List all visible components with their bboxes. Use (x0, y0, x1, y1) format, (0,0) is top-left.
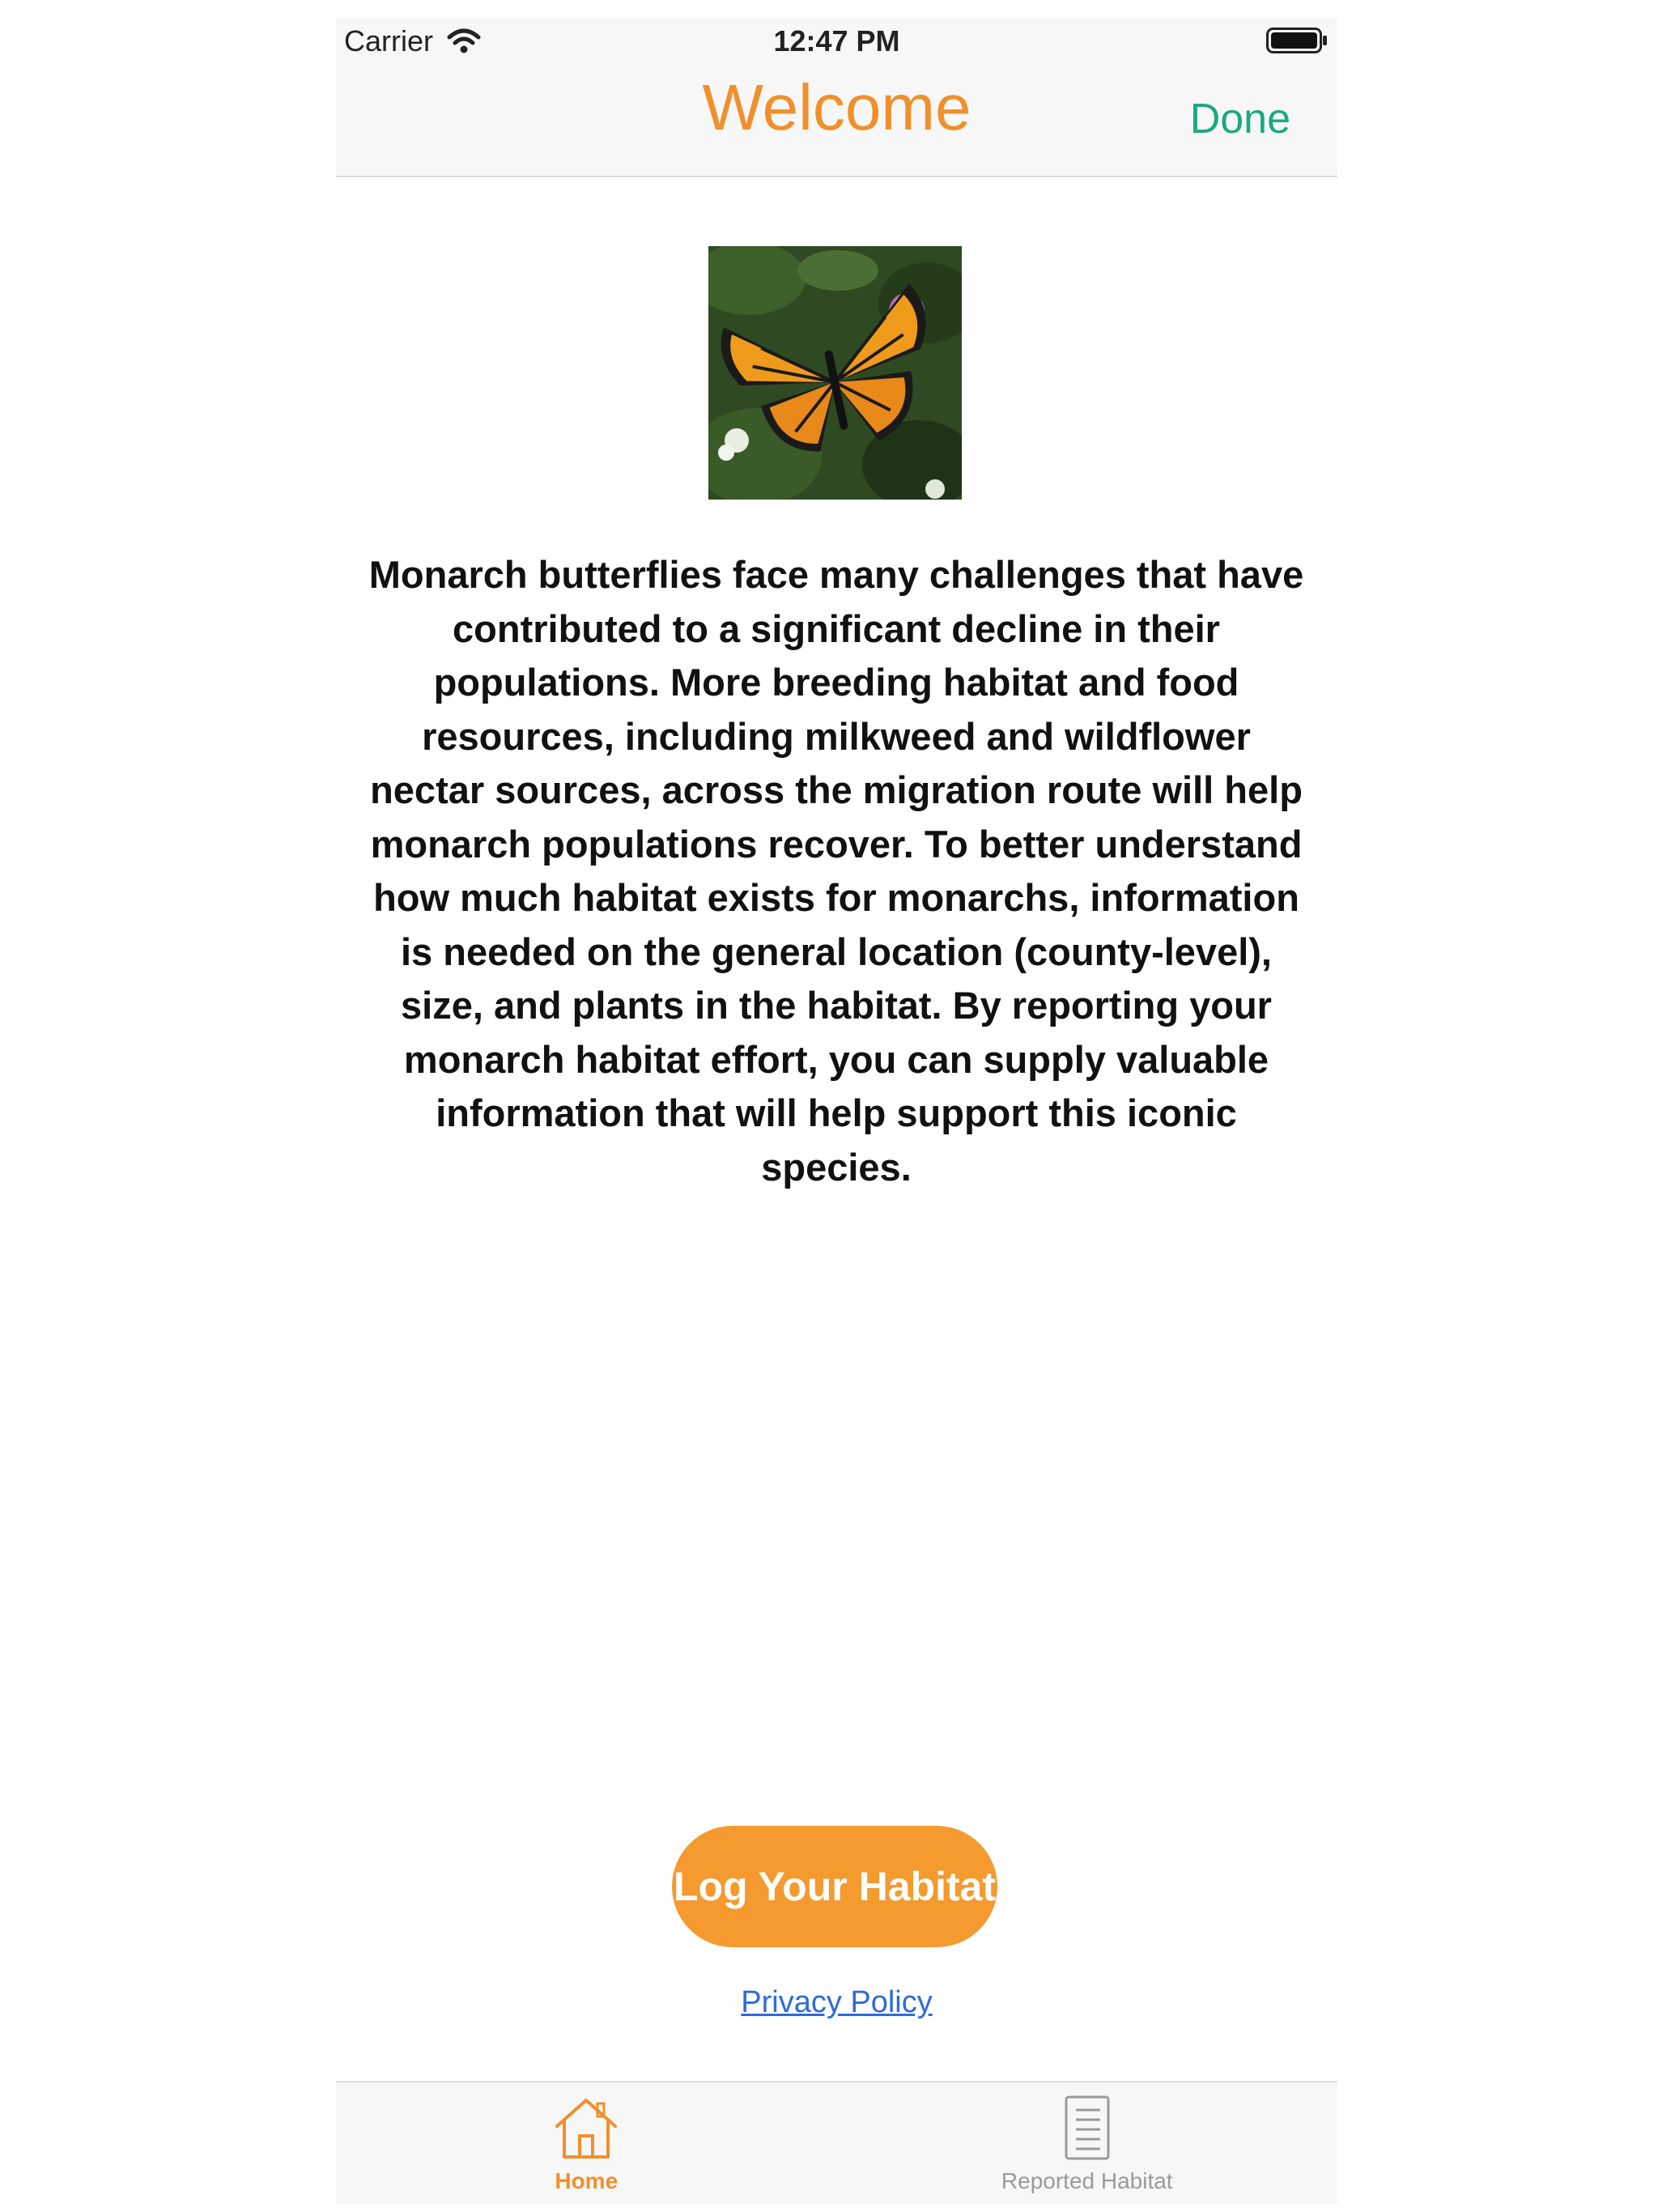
log-your-habitat-button[interactable]: Log Your Habitat (672, 1826, 997, 1947)
status-time: 12:47 PM (773, 24, 900, 57)
tab-home[interactable] (336, 2082, 837, 2204)
battery-icon (1266, 28, 1328, 53)
done-button[interactable]: Done (1189, 96, 1290, 143)
page-title: Welcome (702, 71, 971, 143)
tab-reported-habitat[interactable] (837, 2082, 1338, 2204)
tab-reported-habitat-label: Reported Habitat (1001, 2168, 1173, 2193)
intro-text: Monarch butterflies face many challenges that have contributed to a significant decline in their populations. More breeding habitat and food resources, including milkweed and wildflower nectar sources, across the migration route will help monarch populations recover. To better understand how much habitat exists for monarchs, information is needed on the general location (county-level), size, and plants in the habitat. By reporting your monarch habitat effort, you can supply valuable information that will help support this iconic species. (368, 553, 1304, 1189)
tab-home-label: Home (555, 2168, 619, 2193)
tab-bar (336, 2081, 1337, 2204)
privacy-policy-link[interactable]: Privacy Policy (741, 1985, 933, 2019)
navigation-bar (336, 18, 1337, 177)
carrier-label: Carrier (344, 24, 434, 57)
monarch-butterfly-image (708, 246, 962, 500)
list-icon (1052, 2092, 1123, 2163)
app-screen (336, 18, 1337, 2204)
home-icon (551, 2092, 622, 2163)
